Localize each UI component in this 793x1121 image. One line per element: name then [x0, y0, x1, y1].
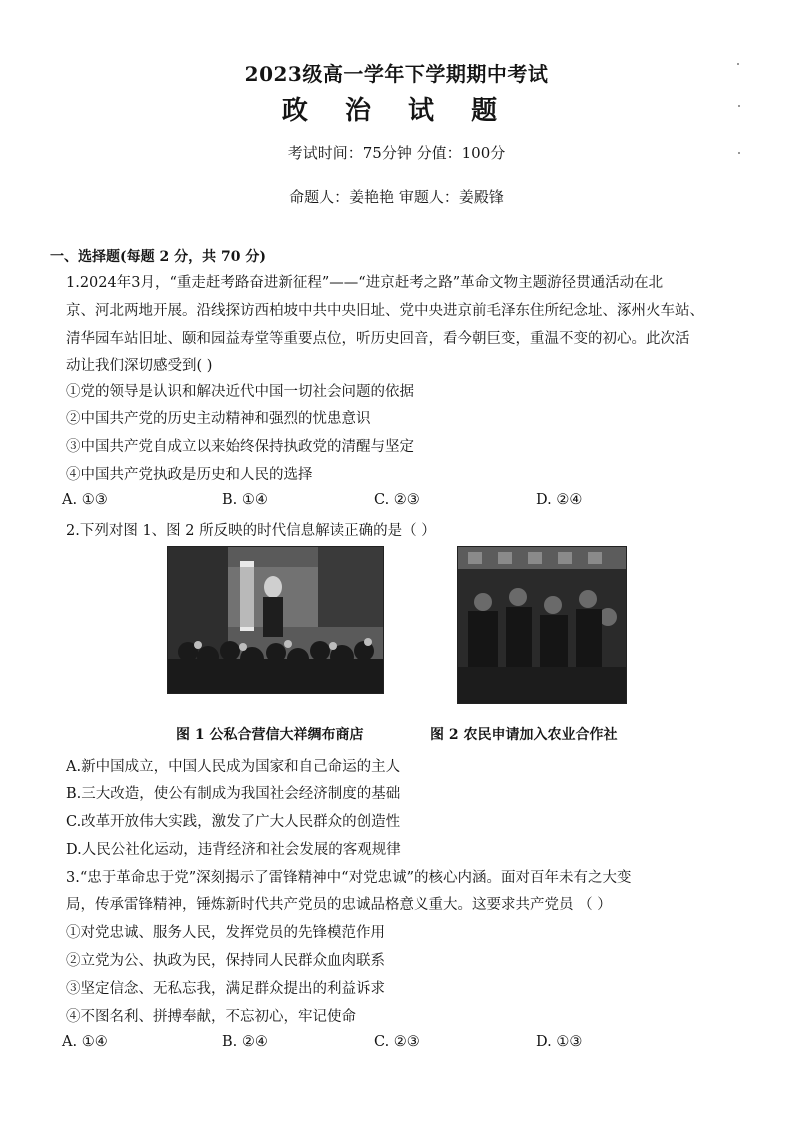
figure-1-caption: 图 1 公私合营信大祥绸布商店	[176, 727, 364, 743]
statement: ②中国共产党的历史主动精神和强烈的忧患意识	[66, 411, 371, 427]
option-d: D. ②④	[536, 492, 583, 508]
option-c: C. ②③	[374, 492, 420, 508]
question-line: 京、河北两地开展。沿线探访西柏坡中共中央旧址、党中央进京前毛泽东住所纪念址、涿州火车站、	[66, 303, 704, 319]
question-line: 清华园车站旧址、颐和园益寿堂等重要点位，听历史回音，看今朝巨变，重温不变的初心。此次活	[66, 331, 690, 347]
photo-illustration	[168, 547, 383, 693]
option-c: C.改革开放伟大实践，激发了广大人民群众的创造性	[66, 814, 401, 830]
question-line: 1.2024年3月，“重走赶考路奋进新征程”——“进京赶考之路”革命文物主题游径贯通活动在北	[66, 275, 664, 291]
scan-speck	[738, 152, 740, 154]
subject-title: 政 治 试 题	[281, 96, 512, 126]
option-d: D.人民公社化运动，违背经济和社会发展的客观规律	[66, 842, 401, 858]
statement: ④中国共产党执政是历史和人民的选择	[66, 467, 313, 483]
option-d: D. ①③	[536, 1034, 583, 1050]
statement: ③中国共产党自成立以来始终保持执政党的清醒与坚定	[66, 439, 414, 455]
option-b: B. ②④	[222, 1034, 268, 1050]
option-a: A. ①④	[62, 1034, 108, 1050]
section-heading: 一、选择题(每题 2 分，共 70 分)	[50, 249, 266, 265]
question-line: 局，传承雷锋精神，锤炼新时代共产党员的忠诚品格意义重大。这要求共产党员 （ ）	[66, 897, 612, 913]
statement: ①党的领导是认识和解决近代中国一切社会问题的依据	[66, 384, 414, 400]
figure-2-caption: 图 2 农民申请加入农业合作社	[430, 727, 618, 743]
authors: 命题人：姜艳艳 审题人：姜殿锋	[289, 188, 504, 206]
figure-2-photo	[457, 546, 627, 704]
option-a: A.新中国成立，中国人民成为国家和自己命运的主人	[66, 759, 401, 775]
statement: ④不图名利、拼搏奉献，不忘初心，牢记使命	[66, 1009, 356, 1025]
scan-speck	[738, 105, 740, 107]
statement: ①对党忠诚、服务人民，发挥党员的先锋模范作用	[66, 925, 385, 941]
question-line: 3.“忠于革命忠于党”深刻揭示了雷锋精神中“对党忠诚”的核心内涵。面对百年未有之大变	[66, 870, 632, 886]
statement: ③坚定信念、无私忘我，满足群众提出的利益诉求	[66, 981, 385, 997]
option-c: C. ②③	[374, 1034, 420, 1050]
option-b: B. ①④	[222, 492, 268, 508]
question-line: 2.下列对图 1、图 2 所反映的时代信息解读正确的是（ ）	[66, 523, 436, 539]
figure-1-photo	[167, 546, 384, 694]
exam-title: 2023级高一学年下学期期中考试	[244, 62, 549, 86]
statement: ②立党为公、执政为民，保持同人民群众血肉联系	[66, 953, 385, 969]
option-a: A. ①③	[62, 492, 108, 508]
photo-illustration	[458, 547, 626, 703]
scan-speck	[737, 63, 739, 65]
question-line: 动让我们深切感受到( )	[66, 358, 213, 374]
exam-info: 考试时间：75分钟 分值：100分	[287, 144, 506, 162]
option-b: B.三大改造，使公有制成为我国社会经济制度的基础	[66, 786, 401, 802]
